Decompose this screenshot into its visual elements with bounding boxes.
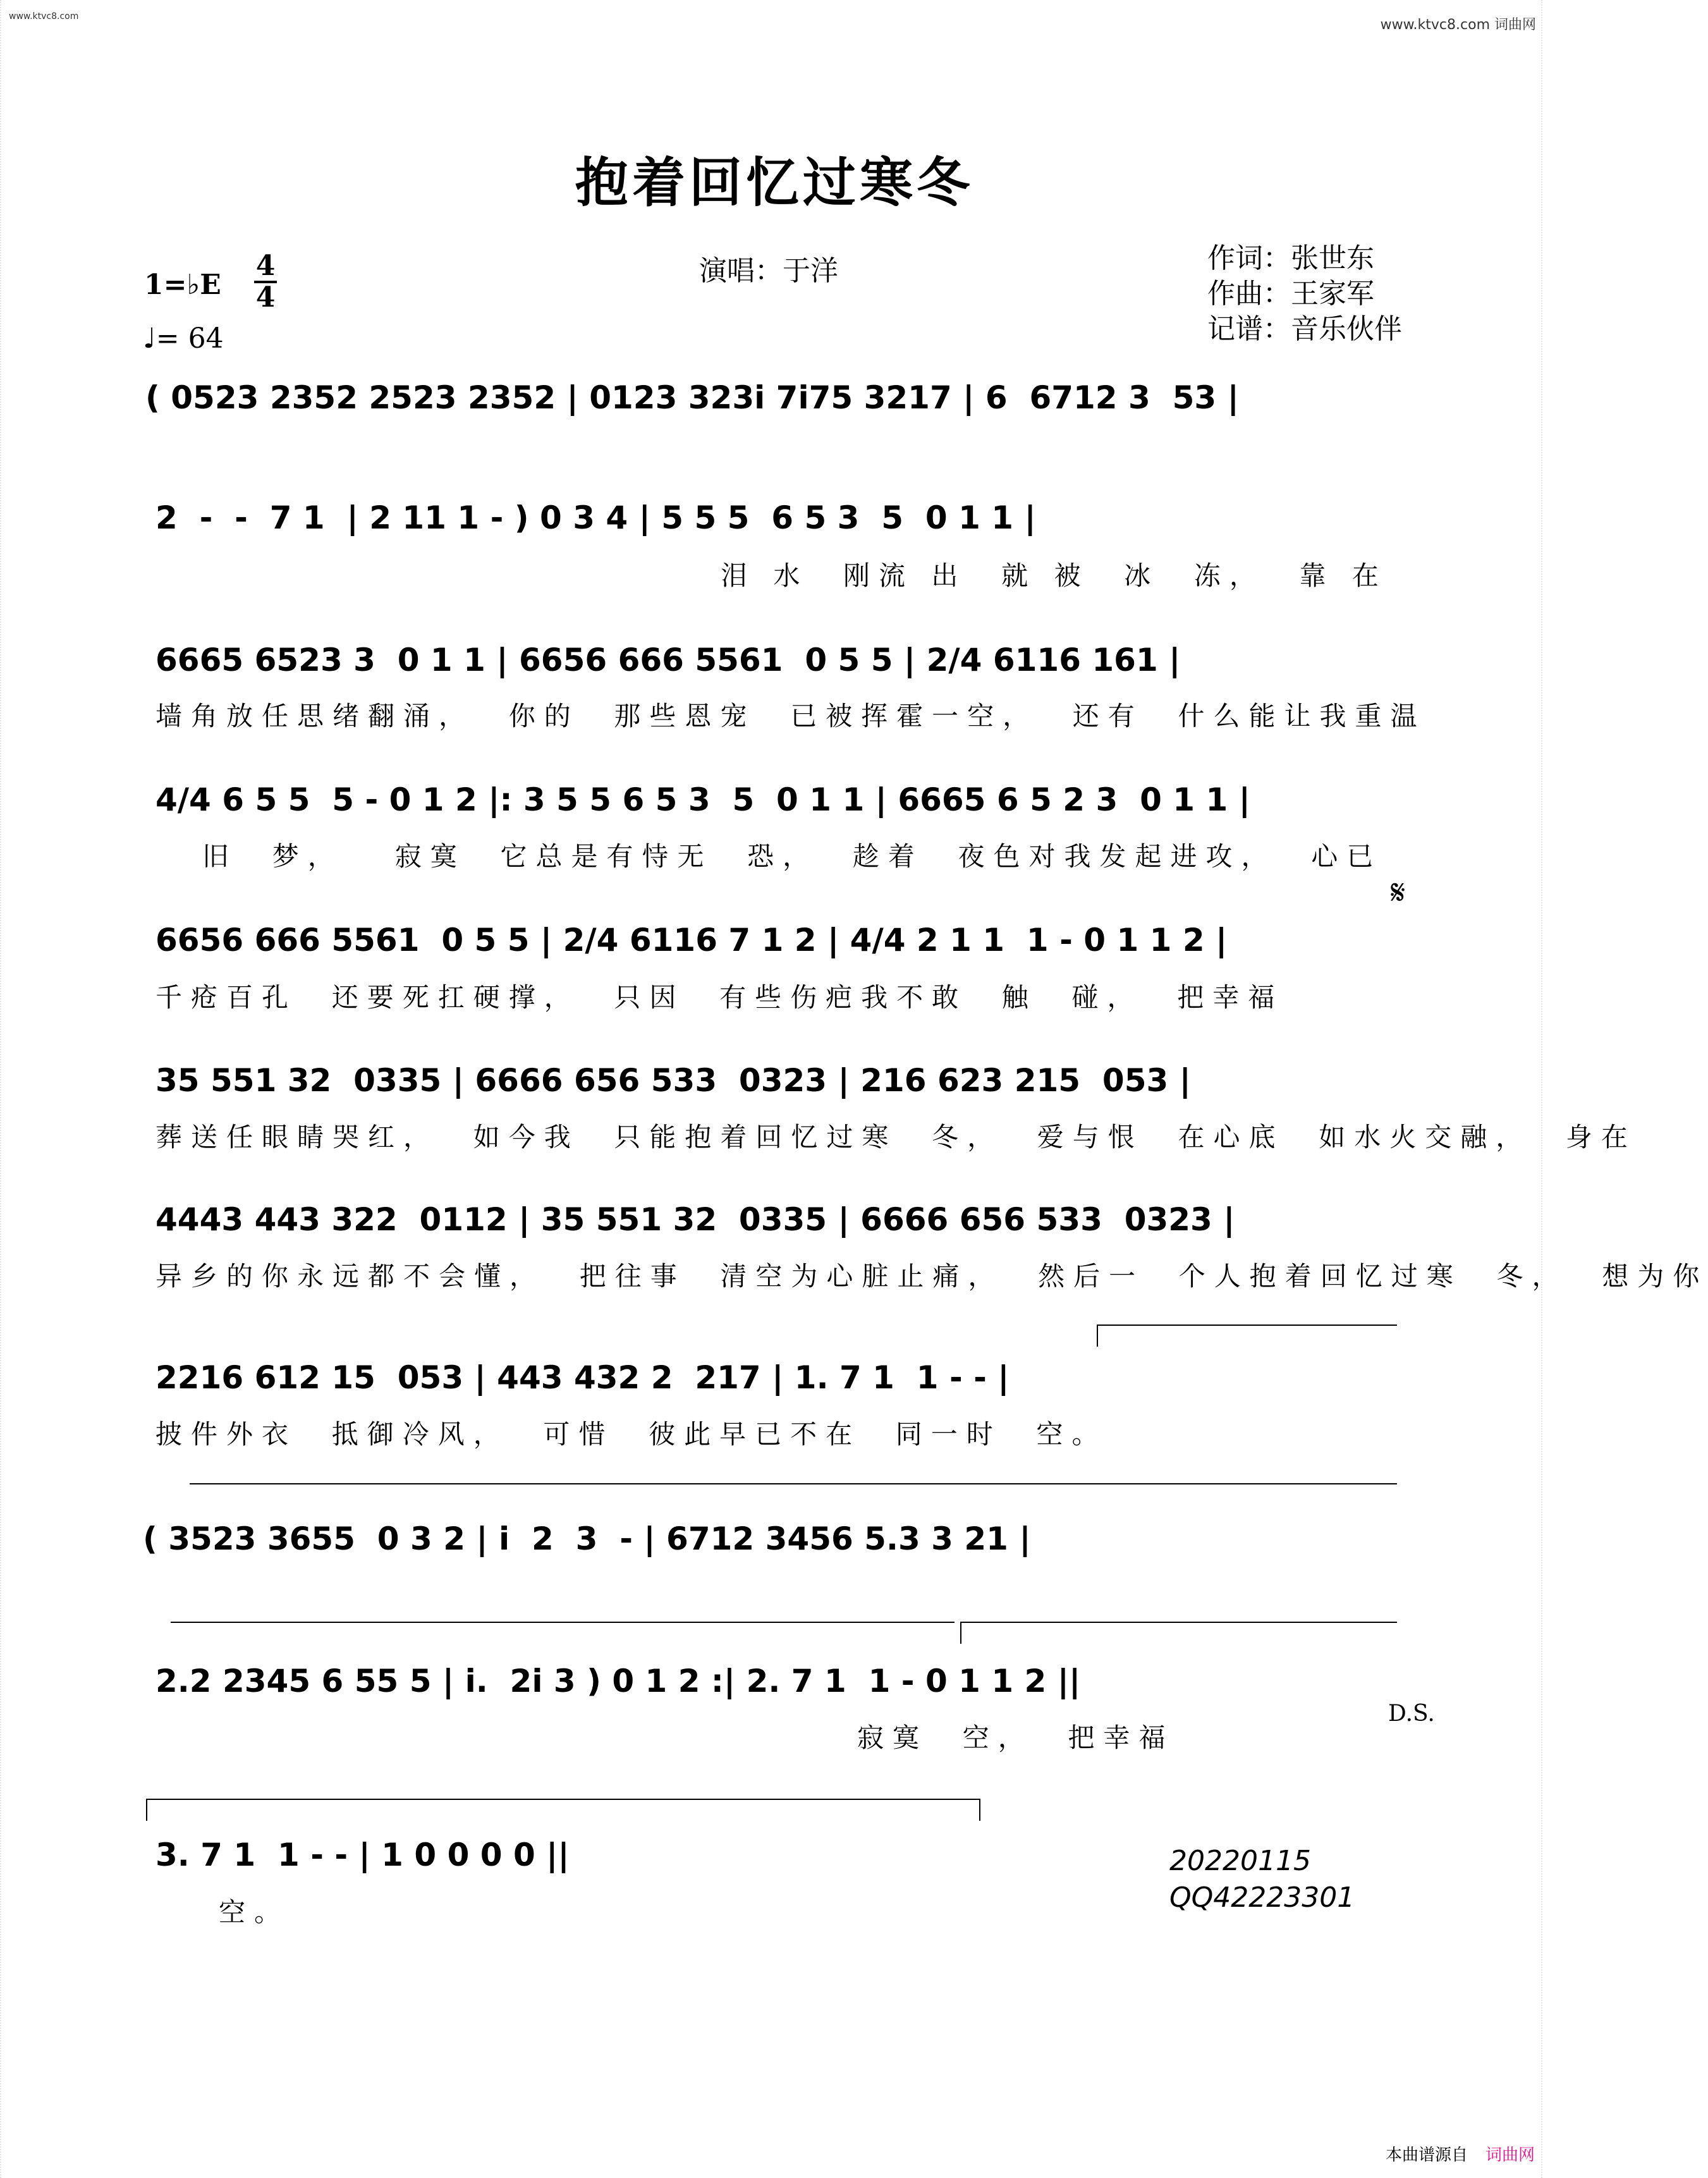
qq-contact: QQ42223301 [1169, 1881, 1355, 1914]
score-line-2-lyrics: 泪 水 刚流 出 就 被 冰 冻， 靠 在 [721, 560, 1388, 591]
score-line-1-notes: ( 0523 2352 2523 2352 | 0123 323i 7i75 3217 | 6 6712 3 53 | [145, 379, 1239, 416]
tempo-mark: ♩= 64 [143, 322, 224, 355]
score-line-6-lyrics: 葬送任眼睛哭红， 如今我 只能抱着回忆过寒 冬， 爱与恨 在心底 如水火交融， 身在 [156, 1122, 1637, 1153]
svg-text:𝄋: 𝄋 [1391, 872, 1406, 912]
score-line-6-notes: 35 551 32 0335 | 6666 656 533 0323 | 216 623 215 053 | [156, 1062, 1191, 1099]
score-line-11-notes: 3. 7 1 1 - - | 1 0 0 0 0 || [156, 1837, 570, 1873]
footer-brand-link[interactable]: 词曲网 [1485, 2146, 1535, 2165]
score-line-3-notes: 6665 6523 3 0 1 1 | 6656 666 5561 0 5 5 | 2/4 6116 161 | [156, 642, 1181, 678]
score-line-11-lyrics: 空。 [219, 1897, 290, 1928]
score-line-4-notes: 4/4 6 5 5 5 - 0 1 2 |: 3 5 5 6 5 3 5 0 1 1 | 6665 6 5 2 3 0 1 1 | [156, 781, 1250, 818]
lyricist-credit: 作词：张世东 [1207, 242, 1374, 274]
score-line-9-notes: ( 3523 3655 0 3 2 | i 2 3 - | 6712 3456 5.3 3 21 | [143, 1520, 1031, 1557]
score-line-3-lyrics: 墙角放任思绪翻涌， 你的 那些恩宠 已被挥霍一空， 还有 什么能让我重温 [156, 701, 1426, 731]
date-stamp: 20220115 [1169, 1845, 1311, 1877]
score-line-5-lyrics: 千疮百孔 还要死扛硬撑， 只因 有些伤疤我不敢 触 碰， 把幸福 [156, 982, 1284, 1013]
score-line-8-lyrics: 披件外衣 抵御冷风， 可惜 彼此早已不在 同一时 空。 [156, 1419, 1107, 1450]
score-line-7-notes: 4443 443 322 0112 | 35 551 32 0335 | 6666 656 533 0323 | [156, 1201, 1235, 1238]
score-line-10-notes: 2.2 2345 6 55 5 | i. 2i 3 ) 0 1 2 :| 2. 7 1 1 - 0 1 1 2 || [156, 1663, 1081, 1699]
score-line-4-lyrics: 旧 梦， 寂寞 它总是有恃无 恐， 趁着 夜色对我发起进攻， 心已 [202, 841, 1382, 872]
header-tiny-text: www.ktvc8.com [9, 11, 79, 21]
dal-segno-mark: D.S. [1388, 1701, 1435, 1727]
time-numerator: 4 [255, 250, 276, 282]
header-site: www.ktvc8.com 词曲网 [1380, 17, 1536, 33]
song-title: 抱着回忆过寒冬 [575, 151, 973, 214]
score-line-5-notes: 6656 666 5561 0 5 5 | 2/4 6116 7 1 2 | 4/4 2 1 1 1 - 0 1 1 2 | [156, 922, 1228, 958]
footer-source-label: 本曲谱源自 [1386, 2146, 1468, 2165]
transcriber-credit: 记谱：音乐伙伴 [1207, 313, 1402, 345]
score-line-10-lyrics: 寂寞 空， 把幸福 [857, 1722, 1174, 1753]
composer-credit: 作曲：王家军 [1207, 278, 1374, 310]
score-line-2-notes: 2 - - 7 1 | 2 11 1 - ) 0 3 4 | 5 5 5 6 5 3 5 0 1 1 | [156, 499, 1036, 536]
score-line-7-lyrics: 异乡的你永远都不会懂， 把往事 清空为心脏止痛， 然后一 个人抱着回忆过寒 冬， 想为你 [156, 1261, 1708, 1292]
singer-credit: 演唱：于洋 [699, 255, 838, 287]
score-line-8-notes: 2216 612 15 053 | 443 432 2 217 | 1. 7 1 1 - - | [156, 1359, 1010, 1396]
key-signature: 1=♭E [144, 269, 221, 301]
time-denominator: 4 [255, 281, 276, 314]
